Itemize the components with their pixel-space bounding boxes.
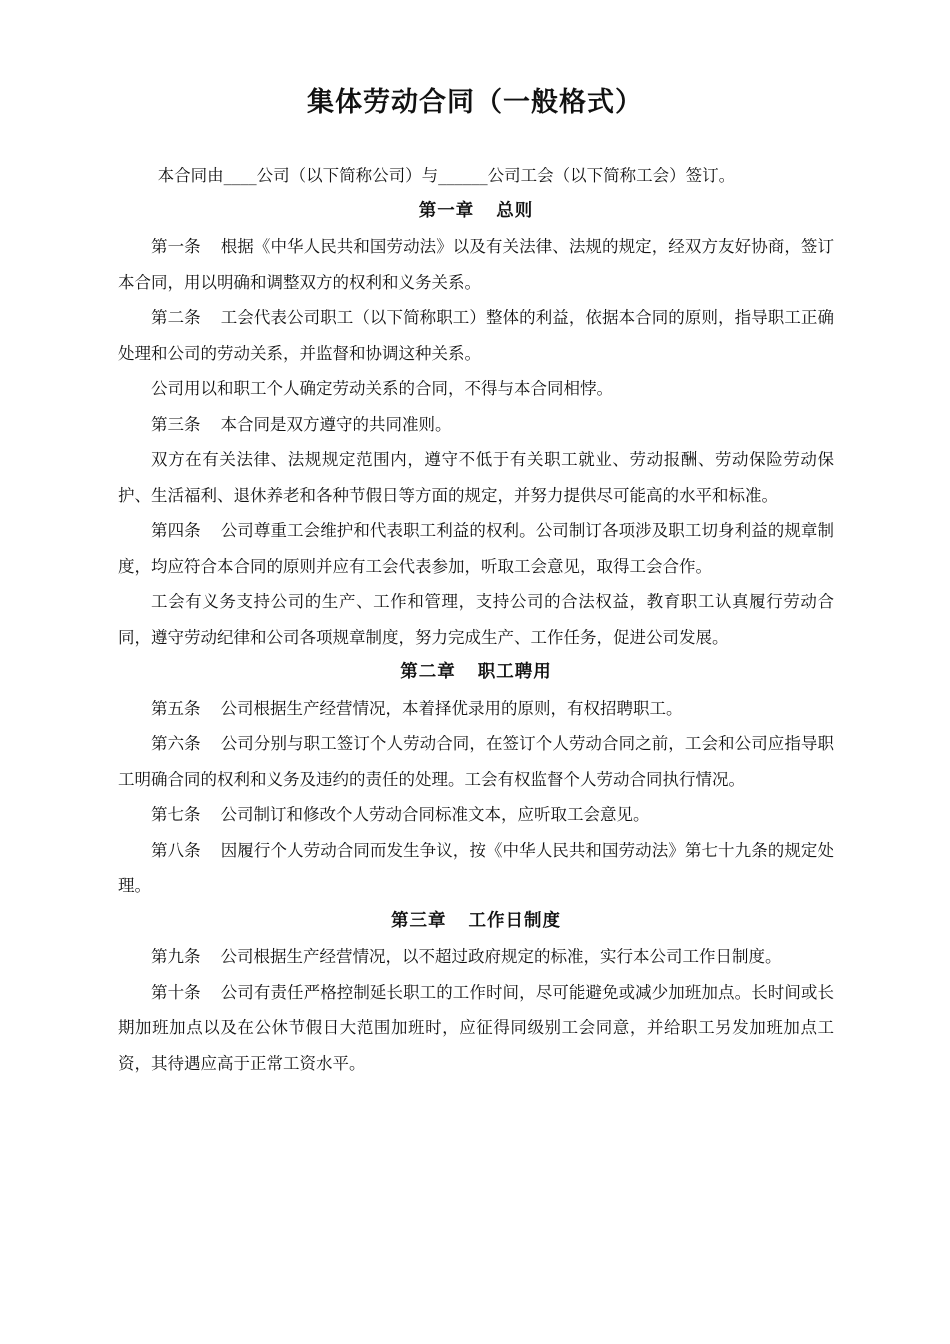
article-2-extra: 公司用以和职工个人确定劳动关系的合同，不得与本合同相悖。 — [151, 379, 613, 398]
article-6-label: 第六条 — [151, 734, 201, 753]
article-5-text: 公司根据生产经营情况，本着择优录用的原则，有权招聘职工。 — [220, 698, 683, 718]
article-10-label: 第十条 — [151, 982, 201, 1002]
article-8-label: 第八条 — [151, 840, 201, 860]
article-4-extra: 工会有义务支持公司的生产、工作和管理，支持公司的合法权益，教育职工认真履行劳动合同，遵守劳动纪律和公司各项规章制度，努力完成生产、工作任务，促进公司发展。 — [118, 592, 834, 647]
article-2-text: 工会代表公司职工（以下简称职工）整体的利益，依据本合同的原则，指导职工正确处理和公司的劳动关系，并监督和协调这种关系。 — [118, 308, 835, 363]
article-6-text: 公司分别与职工签订个人劳动合同，在签订个人劳动合同之前，工会和公司应指导职工明确合同的权利和义务及违约的责任的处理。工会有权监督个人劳动合同执行情况。 — [118, 734, 835, 789]
article-1 — [118, 229, 834, 300]
article-5 — [118, 691, 834, 727]
article-2 — [118, 300, 834, 371]
article-10-text: 公司有责任严格控制延长职工的工作时间，尽可能避免或减少加班加点。长时间或长期加班加点以及在公休节假日大范围加班时，应征得同级别工会同意，并给职工另发加班加点工资，其待遇应高于正常工资水平。 — [118, 982, 835, 1073]
intro-paragraph: 本合同由____公司（以下简称公司）与______公司工会（以下简称工会）签订。 — [157, 166, 736, 185]
article-4-text: 公司尊重工会维护和代表职工利益的权利。公司制订各项涉及职工切身利益的规章制度，均应符合本合同的原则并应有工会代表参加，听取工会意见，取得工会合作。 — [118, 521, 835, 576]
chapter-3-number: 第三章 — [391, 910, 447, 931]
article-9-text: 公司根据生产经营情况，以不超过政府规定的标准，实行本公司工作日制度。 — [220, 947, 782, 966]
article-3 — [118, 407, 834, 443]
article-4-label: 第四条 — [151, 521, 201, 540]
chapter-3-name: 工作日制度 — [468, 910, 561, 931]
chapter-1-heading — [118, 194, 834, 230]
chapter-3-heading — [118, 904, 834, 940]
chapter-2-number: 第二章 — [400, 662, 456, 682]
article-1-text: 根据《中华人民共和国劳动法》以及有关法律、法规的规定，经双方友好协商，签订本合同，用以明确和调整双方的权利和义务关系。 — [118, 237, 835, 292]
article-7 — [118, 797, 834, 833]
document-body — [118, 158, 834, 1081]
article-8 — [118, 833, 834, 904]
article-10 — [118, 975, 834, 1082]
article-3-extra: 双方在有关法律、法规规定范围内，遵守不低于有关职工就业、劳动报酬、劳动保险劳动保护、生活福利、退休养老和各种节假日等方面的规定，并努力提供尽可能高的水平和标准。 — [118, 450, 834, 505]
article-7-text: 公司制订和修改个人劳动合同标准文本，应听取工会意见。 — [220, 805, 650, 824]
article-9-label: 第九条 — [151, 947, 201, 966]
chapter-2-name: 职工聘用 — [477, 662, 552, 682]
article-3-label: 第三条 — [151, 414, 201, 434]
article-1-label: 第一条 — [151, 237, 201, 256]
article-2-label: 第二条 — [151, 308, 201, 327]
article-8-text: 因履行个人劳动合同而发生争议，按《中华人民共和国劳动法》第七十九条的规定处理。 — [118, 840, 835, 895]
chapter-1-name: 总则 — [496, 200, 534, 221]
article-7-label: 第七条 — [151, 805, 201, 824]
article-4 — [118, 513, 834, 584]
article-3-text: 本合同是双方遵守的共同准则。 — [220, 414, 452, 434]
document-title: 集体劳动合同（一般格式） — [307, 87, 643, 118]
chapter-2-heading — [118, 655, 834, 691]
article-5-label: 第五条 — [151, 698, 201, 718]
article-9 — [118, 939, 834, 975]
chapter-1-number: 第一章 — [418, 200, 475, 221]
article-6 — [118, 726, 834, 797]
